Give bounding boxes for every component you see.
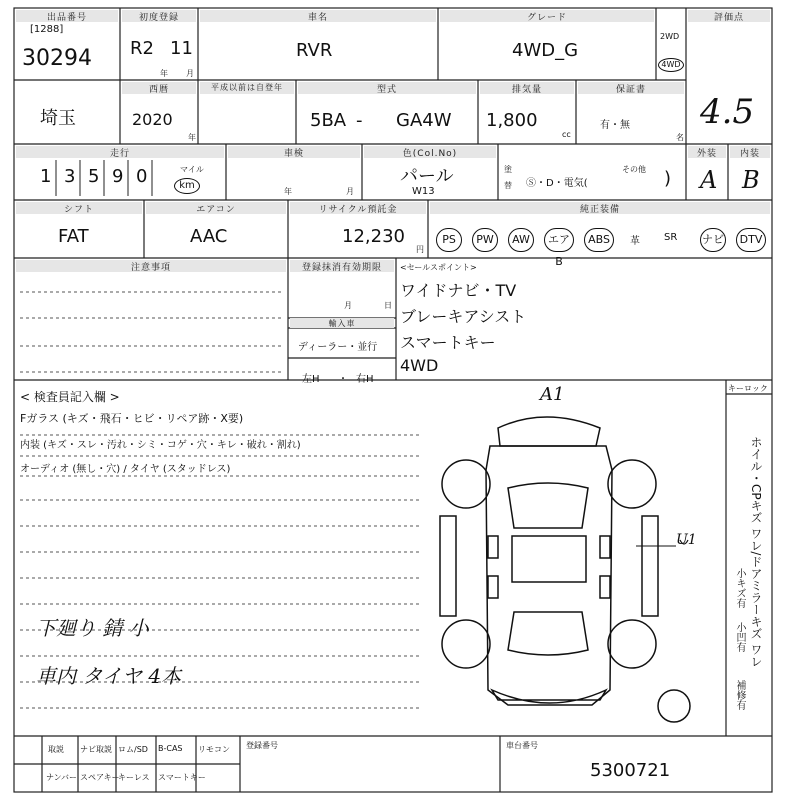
- equip-dtv: DTV: [736, 228, 766, 252]
- equip-leather: 革: [630, 236, 640, 247]
- inspector-header: < 検査員記入欄 >: [20, 390, 120, 404]
- import-lhd: 左H: [302, 374, 320, 385]
- seat-number-header: 車台番号: [506, 741, 538, 750]
- equip-sr: SR: [664, 232, 678, 243]
- inspector-line-2: 内装 (キズ・スレ・汚れ・シミ・コゲ・穴・キレ・破れ・割れ): [20, 440, 301, 451]
- drive-2wd: 2WD: [660, 32, 680, 41]
- displacement-value: 1,800: [486, 110, 538, 131]
- bottom-item-smartkey: スマートキー: [158, 773, 206, 782]
- car-name-header: 車名: [200, 10, 436, 22]
- import-type-header: 輸入車: [290, 318, 394, 328]
- equip-aw: AW: [508, 228, 534, 252]
- sales-point-2: ブレーキアシスト: [400, 307, 527, 326]
- first-reg-month: 11: [170, 38, 193, 59]
- aircon-header: エアコン: [146, 202, 286, 214]
- side-note-3: 補修有: [734, 680, 745, 710]
- warranty-header: 保証書: [578, 82, 684, 94]
- bottom-item-number: ナンバー: [46, 773, 78, 782]
- paint-label-2: 替: [504, 181, 512, 190]
- lot-number: 30294: [22, 46, 92, 71]
- mileage-header: 走行: [16, 146, 224, 158]
- recycle-unit: 円: [416, 245, 424, 254]
- displacement-header: 排気量: [480, 82, 574, 94]
- lot-number-header: 出品番号: [16, 10, 118, 22]
- paint-options: Ⓢ・D・電気(: [526, 178, 588, 189]
- exterior-header: 外装: [688, 146, 726, 158]
- side-note-2a: 小キズ有: [734, 568, 745, 608]
- reg-number-header: 登録番号: [246, 741, 278, 750]
- model-prefix: 5BA: [310, 110, 347, 131]
- paint-label-1: 塗: [504, 165, 512, 174]
- inspector-line-1: Fガラス (キズ・飛石・ヒビ・リペア跡・X要): [20, 412, 244, 425]
- recycle-amount: 12,230: [342, 226, 405, 247]
- equip-ps: PS: [436, 228, 462, 252]
- side-note-1: ホイル・CPキズ ワレ/ドアミラーキズ ワレ: [749, 436, 763, 668]
- sales-point-1: ワイドナビ・TV: [400, 281, 517, 300]
- handwritten-note-2: 車内 タイヤ 4本: [36, 664, 182, 688]
- equipment-header: 純正装備: [430, 202, 770, 214]
- handwritten-note-1: 下廻り 錆 小: [36, 616, 149, 640]
- year-value: 2020: [132, 110, 173, 129]
- sales-point-4: 4WD: [400, 356, 439, 375]
- inspector-line-3: オーディオ (無し・穴) / タイヤ (スタッドレス): [20, 464, 231, 475]
- inspection-year-unit: 年: [284, 187, 292, 196]
- exterior-grade: A: [700, 166, 718, 194]
- shift-value: FAT: [58, 226, 89, 247]
- car-name: RVR: [296, 40, 333, 61]
- import-dot: ・: [338, 374, 348, 385]
- model-header: 型式: [298, 82, 476, 94]
- bottom-item-spare-key: スペアキー: [80, 773, 120, 782]
- inspection-month-unit: 月: [346, 187, 354, 196]
- sales-point-3: スマートキー: [400, 333, 496, 352]
- mileage-digit-5: 0: [136, 166, 148, 187]
- sales-points-header: <セールスポイント>: [400, 263, 477, 272]
- equip-pw: PW: [472, 228, 498, 252]
- keylock-header: キーロック: [728, 384, 768, 393]
- reg-expiry-day: 日: [384, 301, 392, 310]
- drive-4wd: 4WD: [658, 58, 684, 72]
- bottom-item-keyless: キーレス: [118, 773, 150, 782]
- color-code: W13: [412, 186, 435, 197]
- first-reg-header: 初度登録: [122, 10, 196, 22]
- interior-grade: B: [742, 166, 760, 194]
- first-reg-era: R2: [130, 38, 154, 59]
- recycle-header: リサイクル預託金: [290, 202, 426, 214]
- notes-header: 注意事項: [16, 260, 286, 272]
- mileage-digit-3: 5: [88, 166, 100, 187]
- inspection-header: 車検: [228, 146, 360, 158]
- grade-header: グレード: [440, 10, 654, 22]
- aircon-value: AAC: [190, 226, 228, 247]
- score-value: 4.5: [700, 92, 755, 132]
- first-reg-month-unit: 月: [186, 69, 194, 78]
- equip-abs: ABS: [584, 228, 614, 252]
- location: 埼玉: [40, 108, 76, 129]
- warranty-value: 有・無: [600, 120, 630, 131]
- side-note-2b: 小凹有: [734, 622, 745, 652]
- displacement-unit: cc: [562, 130, 571, 139]
- model-dash: -: [356, 110, 363, 131]
- model-code: GA4W: [396, 110, 452, 131]
- warranty-mark: 名: [676, 133, 684, 142]
- bottom-item-navi-manual: ナビ取説: [80, 745, 112, 754]
- diagram-mark-front: A1: [540, 384, 565, 405]
- year-header: 西暦: [122, 82, 196, 94]
- score-header: 評価点: [688, 10, 770, 22]
- first-reg-year-unit: 年: [160, 69, 168, 78]
- diagram-mark-side: U1: [676, 532, 697, 548]
- color-header: 色(Col.No): [364, 146, 496, 158]
- mileage-unit: km: [174, 178, 200, 194]
- grade-value: 4WD_G: [512, 40, 579, 61]
- bottom-item-manual: 取説: [48, 745, 64, 754]
- mileage-unit-alt: マイル: [180, 165, 204, 174]
- seat-number: 5300721: [590, 760, 671, 781]
- color-name: パール: [400, 166, 454, 187]
- equip-navi: ナビ: [700, 228, 726, 252]
- mileage-digit-4: 9: [112, 166, 124, 187]
- car-diagram: [440, 417, 690, 722]
- paint-close: ): [664, 168, 672, 189]
- import-rhd: 右H: [356, 374, 374, 385]
- paint-other: その他: [622, 165, 646, 174]
- bottom-item-bcas: B-CAS: [158, 744, 183, 753]
- reg-expiry-header: 登録抹消有効期限: [290, 260, 394, 272]
- bottom-item-rom: ロム/SD: [118, 745, 148, 754]
- mileage-digit-1: 1: [40, 166, 52, 187]
- reg-expiry-month: 月: [344, 301, 352, 310]
- shift-header: シフト: [16, 202, 142, 214]
- mileage-digit-2: 3: [64, 166, 76, 187]
- lot-prefix: [1288]: [30, 24, 64, 35]
- year-unit: 年: [188, 133, 196, 142]
- bottom-item-remote: リモコン: [198, 745, 230, 754]
- import-dealer: ディーラー・並行: [298, 342, 378, 353]
- equip-airbag: エアB: [544, 228, 574, 252]
- interior-header: 内装: [730, 146, 770, 158]
- import-header: 平成以前は自登年: [200, 82, 294, 94]
